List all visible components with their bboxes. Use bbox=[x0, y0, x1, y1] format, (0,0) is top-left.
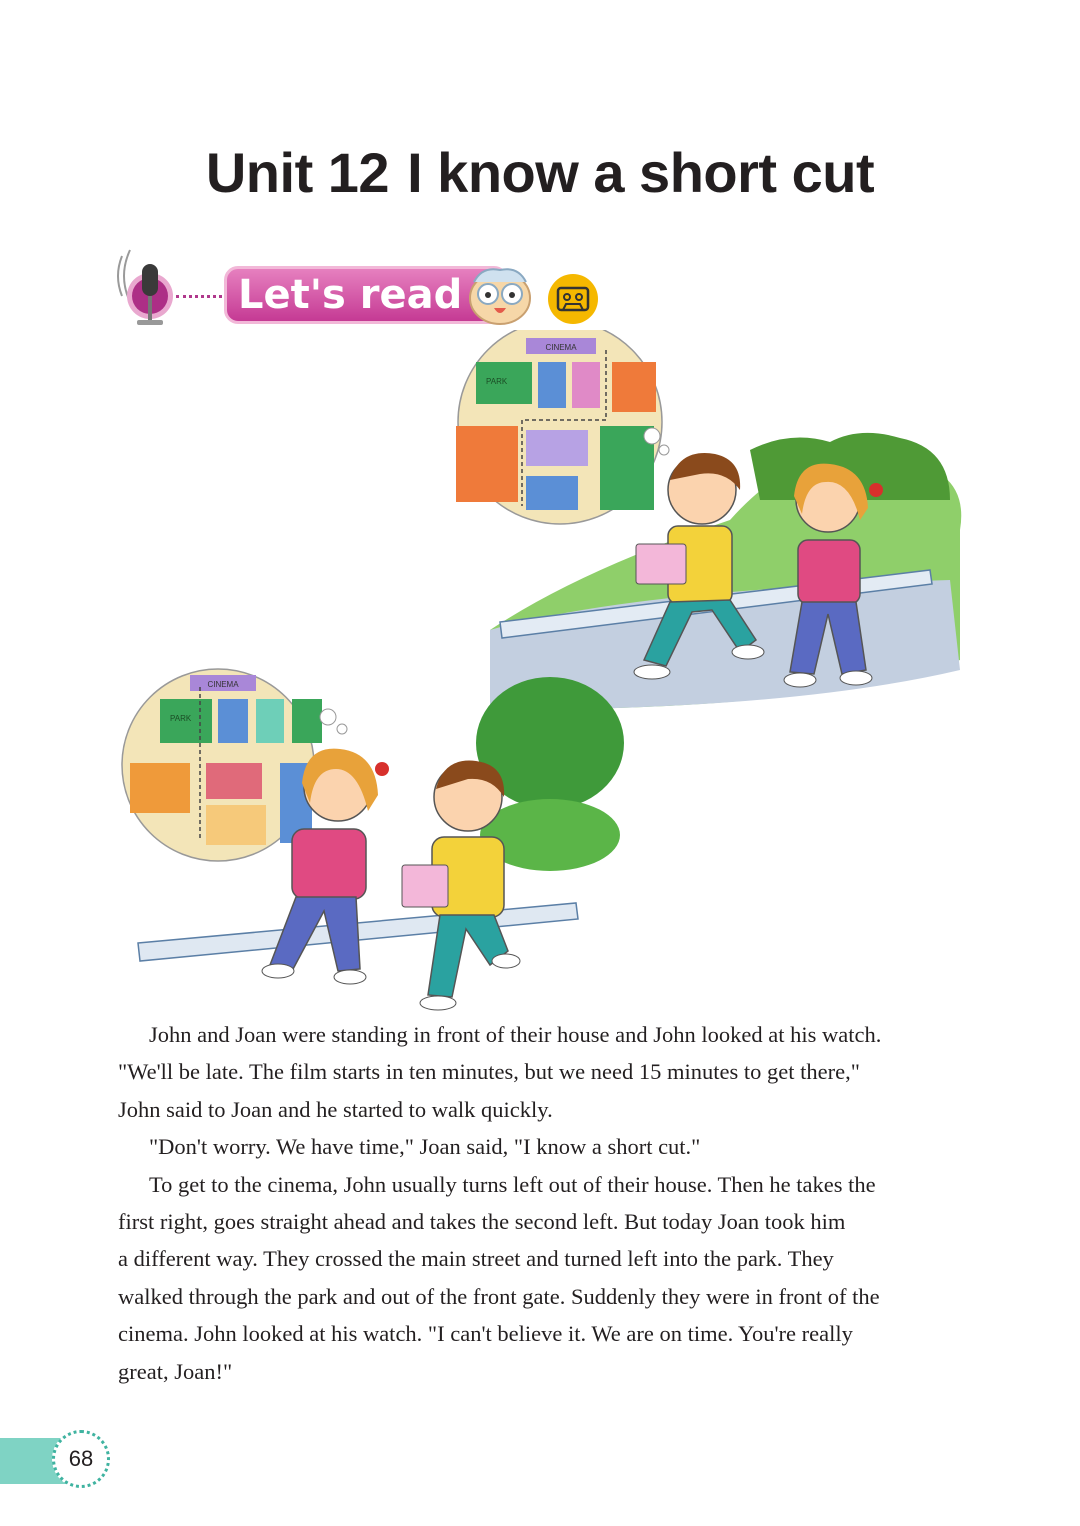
story-line: "We'll be late. The film starts in ten minutes, but we need 15 minutes to get there," bbox=[118, 1059, 860, 1085]
story-line: first right, goes straight ahead and takes the second left. But today Joan took him bbox=[118, 1209, 846, 1235]
story-line: "Don't worry. We have time," Joan said, "I know a short cut." bbox=[149, 1134, 701, 1160]
story-line: John said to Joan and he started to walk quickly. bbox=[118, 1096, 553, 1122]
story-line: cinema. John looked at his watch. "I can't believe it. We are on time. You're really bbox=[118, 1321, 853, 1347]
story-line: To get to the cinema, John usually turns left out of their house. Then he takes the bbox=[149, 1171, 876, 1197]
story-line: John and Joan were standing in front of their house and John looked at his watch. bbox=[149, 1022, 882, 1047]
page-title bbox=[0, 140, 1080, 205]
story-line: great, Joan!" bbox=[118, 1358, 233, 1384]
dotted-connector bbox=[176, 295, 228, 298]
map-bottom-park-label: PARK bbox=[170, 714, 192, 723]
lets-read-header bbox=[110, 236, 610, 336]
story-text bbox=[118, 1016, 968, 1390]
story-line: walked through the park and out of the front gate. Suddenly they were in front of the bbox=[118, 1283, 880, 1309]
microphone-icon bbox=[110, 236, 180, 336]
illustration-top bbox=[430, 330, 970, 710]
unit-number: Unit 12 bbox=[205, 141, 390, 204]
map-bubble-top bbox=[456, 330, 662, 524]
map-bubble-bottom bbox=[122, 669, 322, 861]
page-number: 68 bbox=[52, 1430, 110, 1488]
cassette-tape-icon[interactable] bbox=[546, 272, 600, 326]
boy-figure-bottom bbox=[402, 761, 520, 1010]
section-label: Let's read bbox=[238, 272, 463, 318]
unit-title: I know a short cut bbox=[407, 141, 875, 204]
map-top-park-label: PARK bbox=[486, 377, 508, 386]
story-line: a different way. They crossed the main street and turned left into the park. They bbox=[118, 1246, 834, 1272]
map-bottom-cinema-label: CINEMA bbox=[207, 680, 239, 689]
map-top-cinema-label: CINEMA bbox=[545, 343, 577, 352]
owl-icon bbox=[460, 262, 540, 328]
illustration-bottom bbox=[110, 665, 630, 1015]
